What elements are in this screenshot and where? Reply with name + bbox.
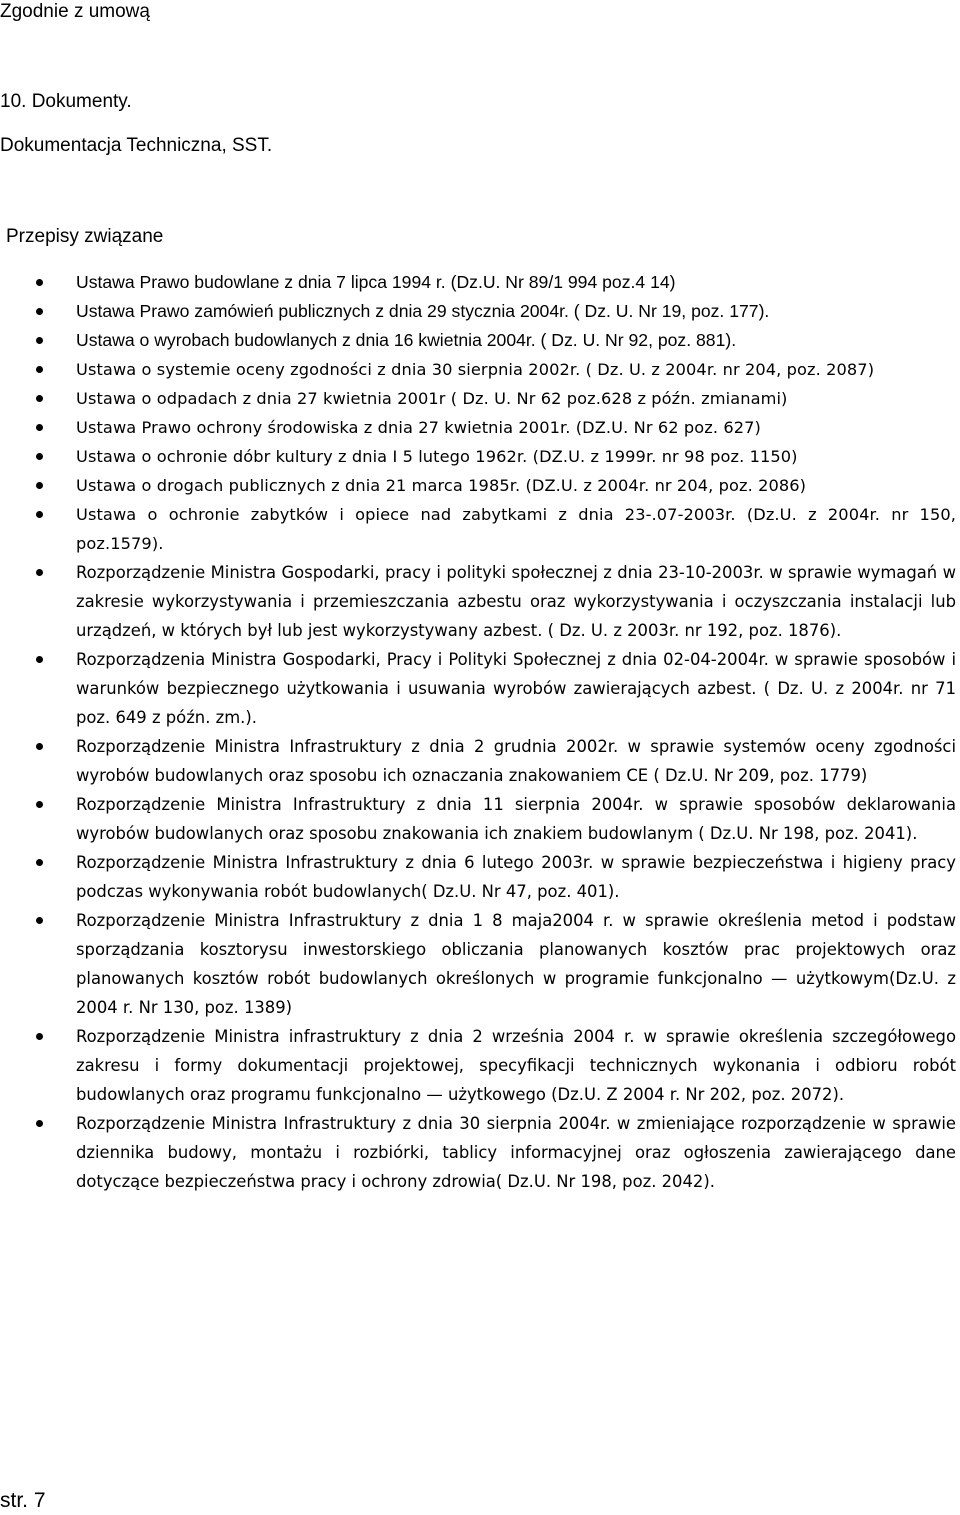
list-item-text: Rozporządzenia Ministra Gospodarki, Pracy i Polityki Społecznej z dnia 02-04-2004r. w sprawie sposobów i warunków bezpiecznego użytkowania i usuwania wyrobów zawierających azbest. ( Dz. U. z 2004r. nr 71 poz. 649 z późn. zm.). (76, 650, 956, 727)
list-item-text: Rozporządzenie Ministra Infrastruktury z dnia 1 8 maja2004 r. w sprawie określenia metod i podstaw sporządzania kosztorysu inwestorskiego obliczania planowanych kosztów prac projektowych oraz planowanych kosztów robót budowlanych określonych w programie funkcjonalno — użytkowym(Dz.U. z 2004 r. Nr 130, poz. 1389) (76, 911, 956, 1017)
bullet-icon (36, 308, 43, 315)
list-item (0, 326, 956, 355)
section-heading-documents: 10. Dokumenty. (0, 91, 132, 112)
list-item (0, 297, 956, 326)
list-item-text: Ustawa o ochronie dóbr kultury z dnia I 5 lutego 1962r. (DZ.U. z 1999r. nr 98 poz. 1150) (76, 447, 798, 466)
list-item (0, 1109, 956, 1196)
list-item-text: Rozporządzenie Ministra Infrastruktury z dnia 11 sierpnia 2004r. w sprawie sposobów deklarowania wyrobów budowlanych oraz sposobu znakowania ich znakiem budowlanym ( Dz.U. Nr 198, poz. 2041). (76, 795, 956, 843)
bullet-icon (36, 1033, 43, 1040)
list-item-text: Rozporządzenie Ministra Gospodarki, pracy i polityki społecznej z dnia 23-10-2003r. w sprawie wymagań w zakresie wykorzystywania i przemieszczania azbestu oraz wykorzystywania i oczyszczania instalacji lub urządzeń, w których był lub jest wykorzystywany azbest. ( Dz. U. z 2003r. nr 192, poz. 1876). (76, 563, 956, 640)
page-number: str. 7 (0, 1489, 46, 1512)
bullet-icon (36, 366, 43, 373)
list-item (0, 500, 956, 558)
list-item (0, 384, 956, 413)
list-item (0, 471, 956, 500)
heading-agreement: Zgodnie z umową (0, 1, 150, 22)
bullet-icon (36, 743, 43, 750)
list-item-text: Ustawa o drogach publicznych z dnia 21 marca 1985r. (DZ.U. z 2004r. nr 204, poz. 2086) (76, 476, 807, 495)
heading-technical-documentation: Dokumentacja Techniczna, SST. (0, 135, 273, 156)
list-item-text: Rozporządzenie Ministra Infrastruktury z dnia 6 lutego 2003r. w sprawie bezpieczeństwa i higieny pracy podczas wykonywania robót budowlanych( Dz.U. Nr 47, poz. 401). (76, 853, 956, 901)
list-item (0, 645, 956, 732)
heading-related-regulations: Przepisy związane (6, 226, 164, 247)
list-item-text: Ustawa Prawo zamówień publicznych z dnia 29 stycznia 2004r. ( Dz. U. Nr 19, poz. 177). (76, 301, 770, 321)
bullet-icon (36, 1120, 43, 1127)
list-item-text: Ustawa o odpadach z dnia 27 kwietnia 2001r ( Dz. U. Nr 62 poz.628 z późn. zmianami) (76, 389, 788, 408)
list-item-text: Rozporządzenie Ministra infrastruktury z dnia 2 września 2004 r. w sprawie określenia szczegółowego zakresu i formy dokumentacji projektowej, specyfikacji technicznych wykonania i odbioru robót budowlanych oraz programu funkcjonalno — użytkowego (Dz.U. Z 2004 r. Nr 202, poz. 2072). (76, 1027, 956, 1104)
bullet-icon (36, 453, 43, 460)
bullet-icon (36, 482, 43, 489)
list-item-text: Ustawa o wyrobach budowlanych z dnia 16 kwietnia 2004r. ( Dz. U. Nr 92, poz. 881). (76, 330, 737, 350)
bullet-icon (36, 801, 43, 808)
bullet-icon (36, 279, 43, 286)
list-item (0, 413, 956, 442)
list-item-text: Ustawa Prawo budowlane z dnia 7 lipca 1994 r. (Dz.U. Nr 89/1 994 poz.4 14) (76, 272, 676, 292)
list-item-text: Rozporządzenie Ministra Infrastruktury z dnia 30 sierpnia 2004r. w zmieniające rozporządzenie w sprawie dziennika budowy, montażu i rozbiórki, tablicy informacyjnej oraz ogłoszenia zawierającego dane dotyczące bezpieczeństwa pracy i ochrony zdrowia( Dz.U. Nr 198, poz. 2042). (76, 1114, 956, 1191)
bullet-icon (36, 395, 43, 402)
bullet-icon (36, 569, 43, 576)
bullet-icon (36, 859, 43, 866)
list-item (0, 790, 956, 848)
list-item-text: Ustawa o ochronie zabytków i opiece nad zabytkami z dnia 23-.07-2003r. (Dz.U. z 2004r. nr 150, poz.1579). (76, 505, 956, 553)
bullet-icon (36, 656, 43, 663)
list-item (0, 848, 956, 906)
list-item-text: Ustawa o systemie oceny zgodności z dnia 30 sierpnia 2002r. ( Dz. U. z 2004r. nr 204, poz. 2087) (76, 360, 875, 379)
list-item-text: Ustawa Prawo ochrony środowiska z dnia 27 kwietnia 2001r. (DZ.U. Nr 62 poz. 627) (76, 418, 761, 437)
list-item (0, 1022, 956, 1109)
list-item (0, 442, 956, 471)
list-item-text: Rozporządzenie Ministra Infrastruktury z dnia 2 grudnia 2002r. w sprawie systemów oceny zgodności wyrobów budowlanych oraz sposobu ich oznaczania znakowaniem CE ( Dz.U. Nr 209, poz. 1779) (76, 737, 956, 785)
bullet-icon (36, 337, 43, 344)
bullet-icon (36, 917, 43, 924)
list-item (0, 355, 956, 384)
list-item (0, 268, 956, 297)
bullet-icon (36, 511, 43, 518)
regulations-list (0, 268, 960, 1196)
list-item (0, 906, 956, 1022)
list-item (0, 558, 956, 645)
list-item (0, 732, 956, 790)
bullet-icon (36, 424, 43, 431)
